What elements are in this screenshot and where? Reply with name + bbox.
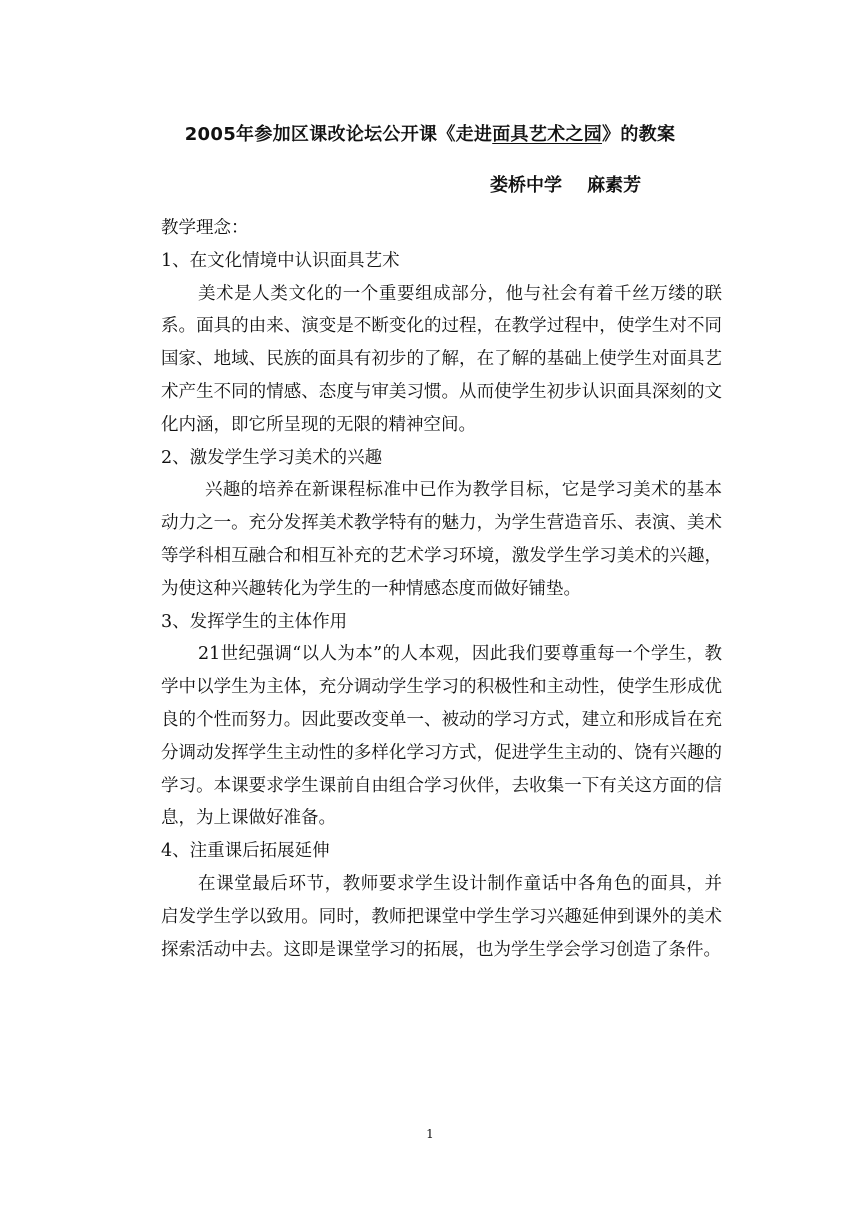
title-underlined: 面具艺术之园 [492,124,603,145]
title-suffix: 》的教案 [602,124,676,145]
document-title [0,122,860,148]
section-heading-3: 3、发挥学生的主体作用 [161,611,348,632]
author-line: 娄桥中学 麻素芳 [490,175,642,196]
document-body [161,212,722,966]
section-paragraph-3: 21世纪强调“以人为本”的人本观，因此我们要尊重每一个学生，教学中以学生为主体，充分调动学生学习的积极性和主动性，使学生形成优良的个性而努力。因此要改变单一、被动的学习方式，建立和形成旨在充分调动发挥学生主动性的多样化学习方式，促进学生主动的、饶有兴趣的学习。本课要求学生课前自由组合学习伙伴，去收集一下有关这方面的信息，为上课做好准备。 [161,644,722,829]
section-paragraph-2: 兴趣的培养在新课程标准中已作为教学目标，它是学习美术的基本动力之一。充分发挥美术教学特有的魅力，为学生营造音乐、表演、美术等学科相互融合和相互补充的艺术学习环境，激发学生学习美术的兴趣，为使这种兴趣转化为学生的一种情感态度而做好铺垫。 [161,480,722,599]
section-heading-1: 1、在文化情境中认识面具艺术 [161,250,400,271]
section-heading-2: 2、激发学生学习美术的兴趣 [161,447,383,468]
section-paragraph-4: 在课堂最后环节，教师要求学生设计制作童话中各角色的面具，并启发学生学以致用。同时，教师把课堂中学生学习兴趣延伸到课外的美术探索活动中去。这即是课堂学习的拓展，也为学生学会学习创造了条件。 [161,873,722,960]
page-number: 1 [426,1127,434,1141]
section-paragraph-1: 美术是人类文化的一个重要组成部分，他与社会有着千丝万缕的联系。面具的由来、演变是不断变化的过程，在教学过程中，使学生对不同国家、地域、民族的面具有初步的了解，在了解的基础上使学生对面具艺术产生不同的情感、态度与审美习惯。从而使学生初步认识面具深刻的文化内涵，即它所呈现的无限的精神空间。 [161,283,722,435]
title-prefix: 2005年参加区课改论坛公开课《走进 [184,124,493,145]
main-heading: 教学理念： [161,218,249,238]
section-heading-4: 4、注重课后拓展延伸 [161,841,330,862]
